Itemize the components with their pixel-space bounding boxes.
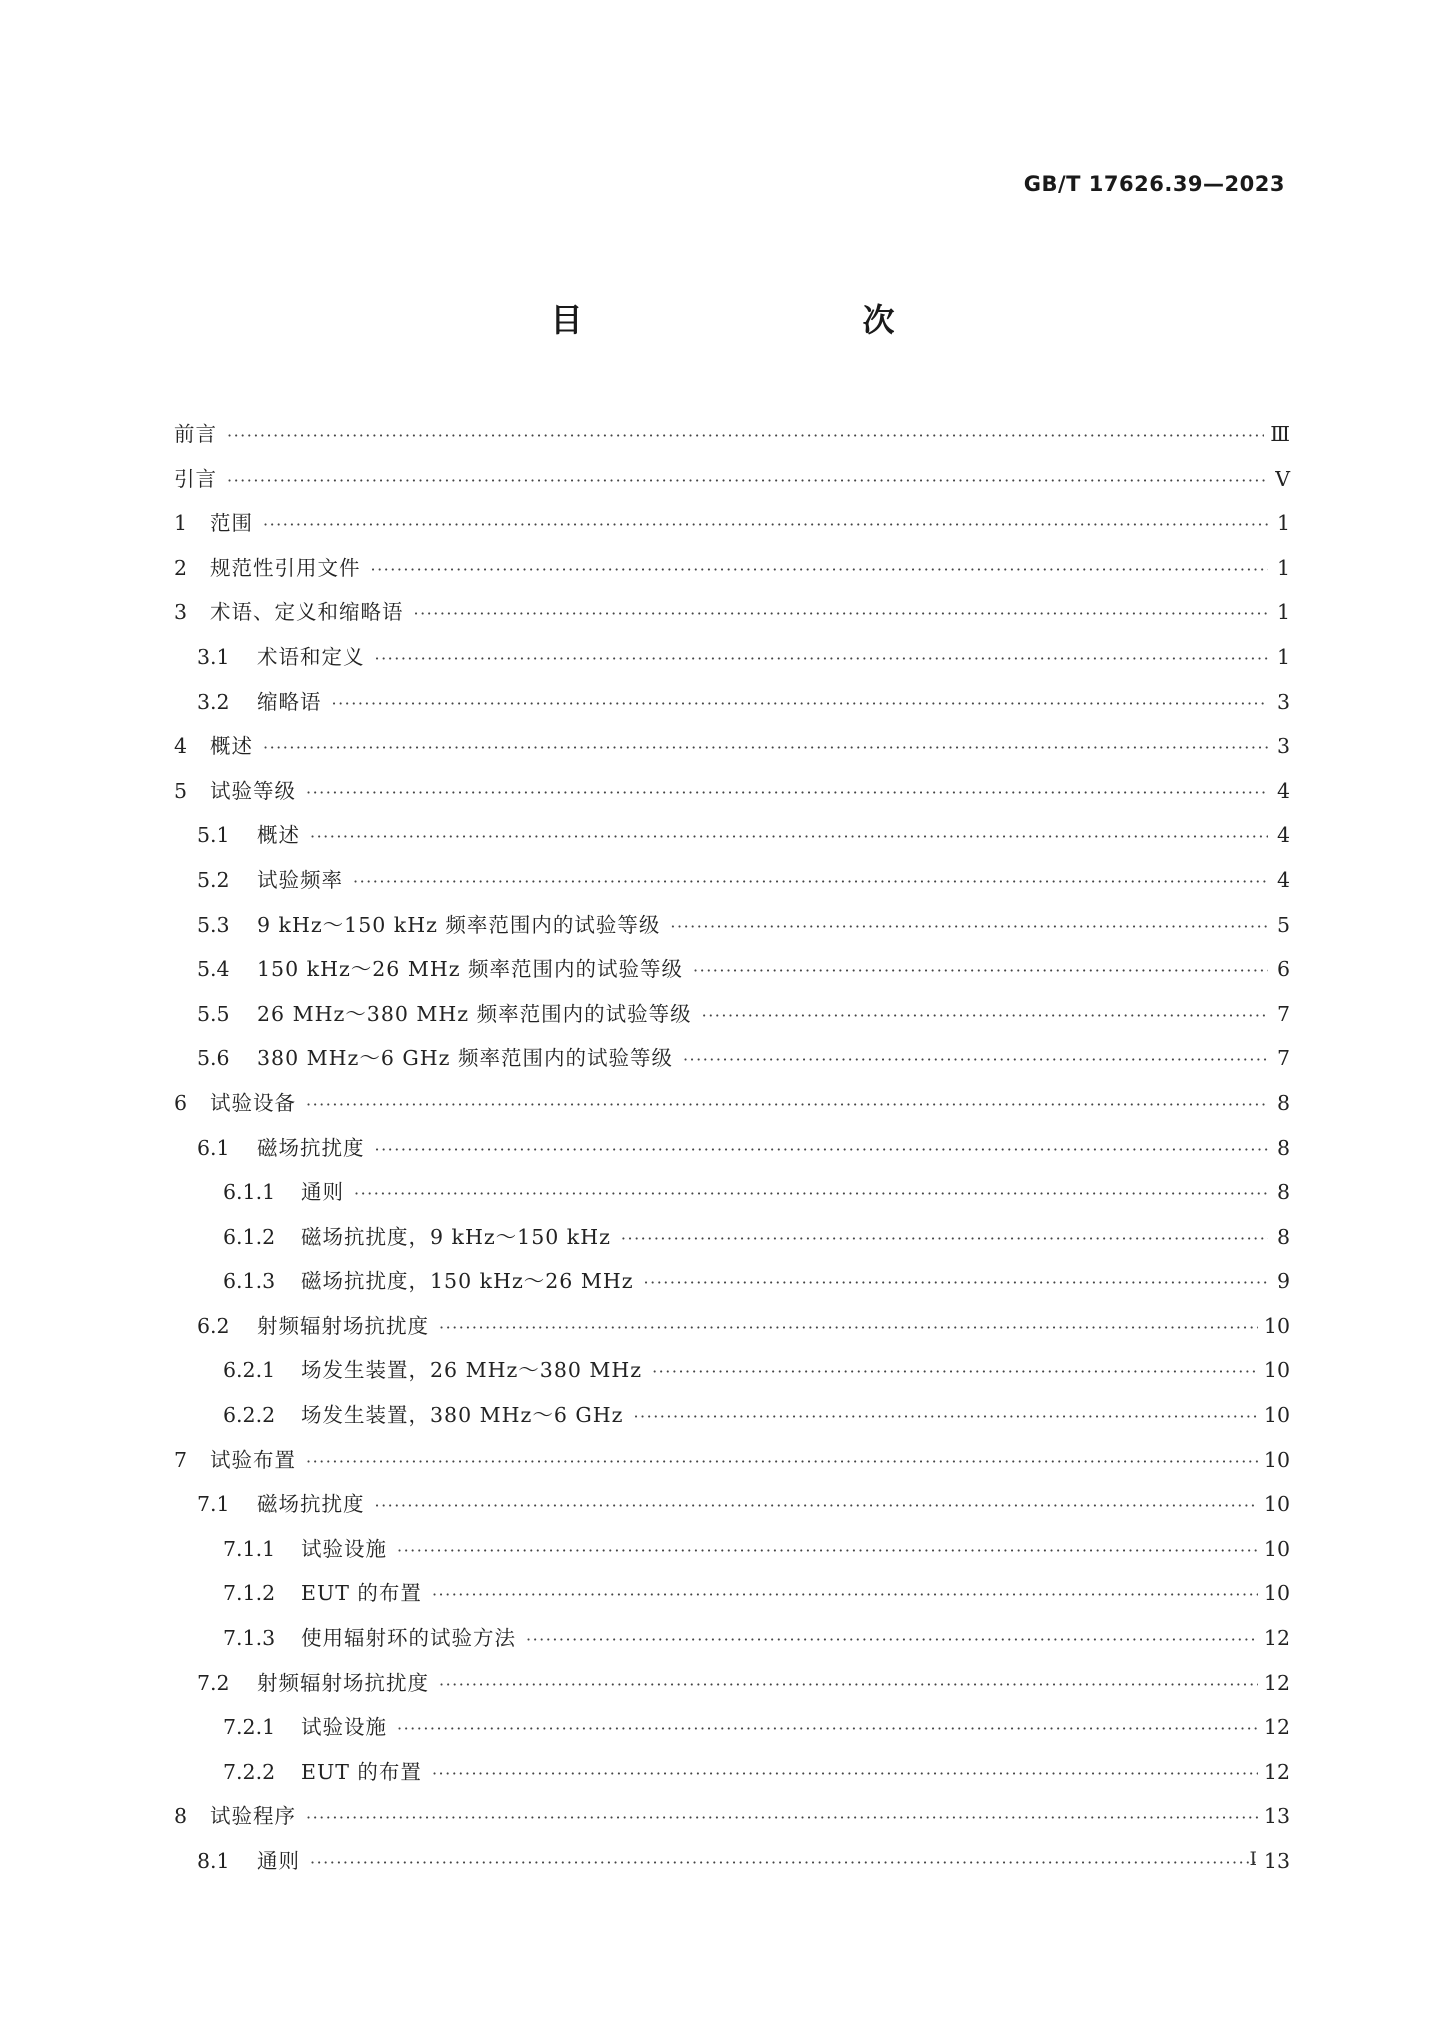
toc-entry-number: 4 [174, 734, 188, 759]
toc-entry-page: 13 [1263, 1849, 1290, 1873]
toc-entry-page: 4 [1276, 823, 1290, 848]
toc-entry-title: 磁场抗扰度 [257, 1492, 365, 1517]
toc-entry-page: 10 [1263, 1581, 1290, 1606]
toc-entry[interactable] [174, 1438, 1290, 1483]
toc-entry-title: 试验设备 [210, 1090, 296, 1115]
toc-entry-page: 7 [1276, 1001, 1290, 1026]
toc-dot-leader [306, 1083, 1268, 1128]
toc-dot-leader [306, 1440, 1258, 1485]
toc-entry[interactable] [174, 1259, 1290, 1304]
toc-entry-number: 8 [174, 1804, 188, 1829]
toc-entry-number: 7.2 [197, 1670, 230, 1695]
toc-entry-number: 6.1 [197, 1135, 230, 1160]
toc-entry-page: 8 [1276, 1180, 1290, 1205]
toc-entry-title: EUT 的布置 [301, 1759, 422, 1784]
toc-entry[interactable] [174, 1348, 1290, 1393]
toc-entry-page: 10 [1263, 1536, 1290, 1561]
toc-entry-title: 缩略语 [257, 689, 322, 714]
toc-entry-number: 7.1.3 [223, 1626, 276, 1651]
toc-entry-number: 5.4 [197, 957, 230, 982]
toc-entry-number: 2 [174, 555, 188, 580]
toc-entry[interactable] [174, 1482, 1290, 1527]
toc-entry-title: 术语和定义 [257, 644, 365, 669]
toc-entry-title: 试验程序 [210, 1804, 296, 1829]
toc-entry-number: 7.1.2 [223, 1581, 276, 1606]
page-title: 目 次 [550, 301, 967, 339]
toc-dot-leader [306, 771, 1268, 816]
toc-entry[interactable] [174, 1126, 1290, 1171]
toc-entry[interactable] [174, 1304, 1290, 1349]
toc-entry[interactable] [174, 1839, 1290, 1884]
toc-entry-title: 场发生装置，380 MHz～6 GHz [301, 1403, 624, 1428]
toc-entry[interactable] [174, 1571, 1290, 1616]
toc-entry-page: 6 [1276, 957, 1290, 982]
toc-entry[interactable] [174, 680, 1290, 725]
toc-entry-number: 1 [174, 511, 188, 536]
toc-entry-page: 10 [1263, 1403, 1290, 1428]
toc-dot-leader [375, 1484, 1258, 1529]
toc-entry[interactable] [174, 903, 1290, 948]
toc-dot-leader [644, 1261, 1268, 1306]
toc-entry-number: 6.2.1 [223, 1358, 276, 1383]
toc-dot-leader [353, 860, 1268, 905]
toc-entry[interactable] [174, 1794, 1290, 1839]
toc-entry-page: 4 [1276, 867, 1290, 892]
toc-entry-title: 150 kHz～26 MHz 频率范围内的试验等级 [257, 957, 684, 982]
toc-entry-title: 试验设施 [301, 1536, 387, 1561]
toc-dot-leader [227, 459, 1268, 504]
toc-entry-page: 12 [1263, 1715, 1290, 1740]
toc-entry-page: 8 [1276, 1135, 1290, 1160]
toc-entry-title: 概述 [257, 823, 300, 848]
toc-dot-leader [310, 1841, 1258, 1886]
toc-entry-page: 9 [1276, 1269, 1290, 1294]
toc-entry-page: 3 [1276, 689, 1290, 714]
toc-entry-number: 7.2.1 [223, 1715, 276, 1740]
toc-entry[interactable] [174, 1170, 1290, 1215]
toc-dot-leader [375, 1128, 1269, 1173]
toc-dot-leader [652, 1350, 1258, 1395]
toc-entry[interactable] [174, 1081, 1290, 1126]
toc-entry-page: Ⅲ [1270, 422, 1290, 446]
toc-entry-title: EUT 的布置 [301, 1581, 422, 1606]
toc-entry[interactable] [174, 635, 1290, 680]
toc-dot-leader [371, 548, 1269, 593]
toc-dot-leader [432, 1573, 1258, 1618]
toc-entry[interactable] [174, 412, 1290, 457]
standard-number: GB/T 17626.39—2023 [1023, 172, 1285, 196]
toc-dot-leader [439, 1663, 1258, 1708]
toc-entry-title: 射频辐射场抗扰度 [257, 1670, 429, 1695]
toc-entry[interactable] [174, 1036, 1290, 1081]
toc-entry-page: 13 [1263, 1804, 1290, 1829]
toc-entry-number: 3 [174, 600, 188, 625]
toc-entry[interactable] [174, 1705, 1290, 1750]
toc-entry-title: 磁场抗扰度，150 kHz～26 MHz [301, 1269, 634, 1294]
toc-dot-leader [397, 1707, 1258, 1752]
toc-entry-number: 7.1 [197, 1492, 230, 1517]
toc-entry-number: 5.5 [197, 1001, 230, 1026]
toc-entry[interactable] [174, 590, 1290, 635]
toc-dot-leader [633, 1395, 1257, 1440]
toc-entry-title: 磁场抗扰度，9 kHz～150 kHz [301, 1224, 611, 1249]
toc-entry-number: 7 [174, 1447, 188, 1472]
table-of-contents [174, 412, 1290, 1884]
toc-entry-number: 6.2.2 [223, 1403, 276, 1428]
toc-dot-leader [702, 994, 1268, 1039]
toc-entry[interactable] [174, 1215, 1290, 1260]
toc-entry-page: 10 [1263, 1313, 1290, 1338]
toc-dot-leader [332, 682, 1269, 727]
toc-entry-page: 7 [1276, 1046, 1290, 1071]
toc-entry-title: 通则 [257, 1849, 300, 1873]
toc-entry-page: 12 [1263, 1626, 1290, 1651]
toc-dot-leader [306, 1796, 1258, 1841]
toc-dot-leader [621, 1217, 1268, 1262]
toc-dot-leader [439, 1306, 1258, 1351]
toc-dot-leader [397, 1529, 1258, 1574]
toc-entry-number: 3.2 [197, 689, 230, 714]
toc-entry-title: 26 MHz～380 MHz 频率范围内的试验等级 [257, 1001, 692, 1026]
toc-entry[interactable] [174, 1750, 1290, 1795]
toc-entry-title: 引言 [174, 466, 217, 491]
toc-entry-number: 6.1.3 [223, 1269, 276, 1294]
toc-entry-number: 6 [174, 1090, 188, 1115]
toc-entry-title: 术语、定义和缩略语 [210, 600, 404, 625]
toc-entry-page: 3 [1276, 734, 1290, 759]
toc-dot-leader [263, 726, 1268, 771]
toc-dot-leader [432, 1752, 1258, 1797]
toc-entry-title: 前言 [174, 422, 217, 446]
toc-entry-title: 场发生装置，26 MHz～380 MHz [301, 1358, 643, 1383]
toc-entry-title: 概述 [210, 734, 253, 759]
toc-entry-page: 8 [1276, 1090, 1290, 1115]
toc-entry-number: 5.1 [197, 823, 230, 848]
toc-entry-number: 6.1.1 [223, 1180, 276, 1205]
toc-entry-title: 范围 [210, 511, 253, 536]
toc-entry[interactable] [174, 813, 1290, 858]
toc-entry-page: 8 [1276, 1224, 1290, 1249]
toc-entry[interactable] [174, 1661, 1290, 1706]
toc-entry-page: 1 [1276, 644, 1290, 669]
toc-dot-leader [683, 1038, 1268, 1083]
toc-entry-number: 8.1 [197, 1849, 230, 1873]
toc-entry-title: 规范性引用文件 [210, 555, 361, 580]
toc-entry-page: 1 [1276, 555, 1290, 580]
toc-entry[interactable] [174, 1527, 1290, 1572]
toc-entry-page: 10 [1263, 1358, 1290, 1383]
toc-entry-page: 12 [1263, 1759, 1290, 1784]
toc-entry-page: 4 [1276, 778, 1290, 803]
page-number: Ⅰ [1249, 1848, 1257, 1870]
toc-entry[interactable] [174, 947, 1290, 992]
toc-dot-leader [375, 637, 1269, 682]
toc-entry[interactable] [174, 457, 1290, 502]
toc-entry[interactable] [174, 769, 1290, 814]
toc-entry[interactable] [174, 1393, 1290, 1438]
toc-entry-number: 7.1.1 [223, 1536, 276, 1561]
toc-entry-title: 9 kHz～150 kHz 频率范围内的试验等级 [257, 912, 661, 937]
toc-entry-page: 1 [1276, 600, 1290, 625]
toc-entry-number: 5.3 [197, 912, 230, 937]
toc-entry[interactable] [174, 858, 1290, 903]
toc-entry-title: 380 MHz～6 GHz 频率范围内的试验等级 [257, 1046, 673, 1071]
toc-entry-page: 12 [1263, 1670, 1290, 1695]
toc-entry-number: 5.6 [197, 1046, 230, 1071]
toc-entry-title: 射频辐射场抗扰度 [257, 1313, 429, 1338]
toc-entry-number: 7.2.2 [223, 1759, 276, 1784]
toc-dot-leader [227, 414, 1264, 459]
toc-entry-title: 试验设施 [301, 1715, 387, 1740]
toc-entry[interactable] [174, 1616, 1290, 1661]
toc-dot-leader [693, 949, 1268, 994]
toc-entry[interactable] [174, 501, 1290, 546]
toc-entry-page: Ⅴ [1275, 466, 1290, 491]
toc-entry-title: 试验布置 [210, 1447, 296, 1472]
toc-entry-title: 通则 [301, 1180, 344, 1205]
toc-entry-title: 磁场抗扰度 [257, 1135, 365, 1160]
toc-entry-number: 6.1.2 [223, 1224, 276, 1249]
toc-dot-leader [310, 815, 1268, 860]
toc-entry-number: 6.2 [197, 1313, 230, 1338]
toc-entry-title: 试验等级 [210, 778, 296, 803]
toc-dot-leader [526, 1618, 1258, 1663]
toc-entry-title: 使用辐射环的试验方法 [301, 1626, 516, 1651]
toc-dot-leader [670, 905, 1268, 950]
toc-entry-number: 5.2 [197, 867, 230, 892]
toc-entry-page: 1 [1276, 511, 1290, 536]
toc-dot-leader [354, 1172, 1268, 1217]
toc-dot-leader [414, 592, 1269, 637]
toc-entry[interactable] [174, 724, 1290, 769]
toc-entry-number: 5 [174, 778, 188, 803]
toc-entry-number: 3.1 [197, 644, 230, 669]
toc-entry-page: 10 [1263, 1492, 1290, 1517]
toc-entry-page: 5 [1276, 912, 1290, 937]
toc-entry-page: 10 [1263, 1447, 1290, 1472]
toc-entry[interactable] [174, 546, 1290, 591]
toc-entry[interactable] [174, 992, 1290, 1037]
toc-entry-title: 试验频率 [257, 867, 343, 892]
toc-dot-leader [263, 503, 1268, 548]
